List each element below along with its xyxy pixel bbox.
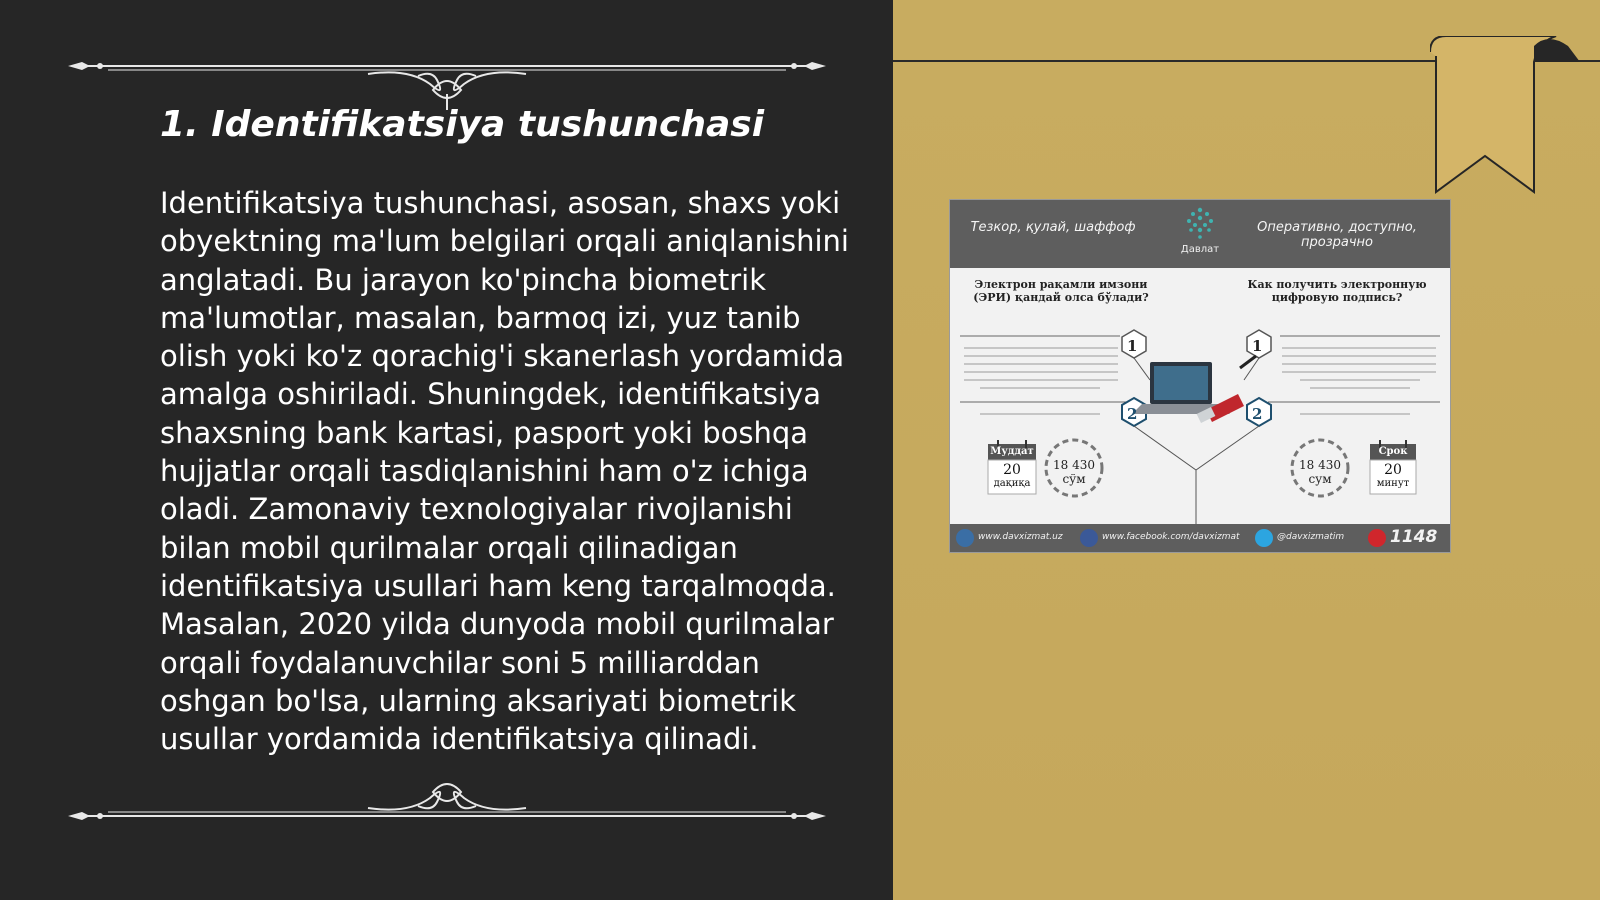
step-number: 2 <box>1252 405 1263 423</box>
price-value-russian: 18 430 <box>1299 458 1341 472</box>
footer-facebook: www.facebook.com/davxizmat <box>1102 532 1240 542</box>
infographic-header <box>950 200 1450 268</box>
price-unit-russian: сум <box>1308 472 1332 486</box>
time-unit-uzbek: дақиқа <box>993 478 1031 489</box>
time-label-russian: Срок <box>1378 446 1408 457</box>
brand-name: Давлат <box>1180 244 1220 255</box>
globe-icon <box>956 529 974 547</box>
tagline-uzbek: Тезкор, қулай, шаффоф <box>970 220 1136 235</box>
step-number: 2 <box>1127 405 1138 423</box>
infographic-diagram <box>950 310 1450 524</box>
footer-website: www.davxizmat.uz <box>978 532 1063 542</box>
time-label-uzbek: Муддат <box>990 446 1034 457</box>
price-unit-uzbek: сўм <box>1062 472 1086 486</box>
ornament-bottom <box>68 770 826 830</box>
time-value-russian: 20 <box>1384 462 1402 478</box>
time-unit-russian: минут <box>1376 478 1410 489</box>
facebook-icon <box>1080 529 1098 547</box>
infographic-footer <box>950 524 1450 552</box>
price-value-uzbek: 18 430 <box>1053 458 1095 472</box>
ornament-top <box>68 50 826 110</box>
step-number: 1 <box>1252 337 1263 355</box>
body-paragraph: Identifikatsiya tushunchasi, asosan, shaxs yoki obyektning ma'lum belgilari orqali aniqlanishini anglatadi. Bu jarayon ko'pincha biometrik ma'lumotlar, masalan, barmoq izi, yuz tanib olish yoki ko'z qorachig'i skanerlash yordamida amalga oshiriladi. Shuningdek, identifikatsiya shaxsning bank kartasi, pasport yoki boshqa hujjatlar orqali tasdiqlanishini ham o'z ichiga oladi. Zamonaviy texnologiyalar rivojlanishi bilan mobil qurilmalar orqali qilinadigan identifikatsiya usullari ham keng tarqalmoqda. Masalan, 2020 yilda dunyoda mobil qurilmalar orqali foydalanuvchilar soni 5 milliarddan oshgan bo'lsa, ularning aksariyati biometrik usullar yordamida identifikatsiya qilinadi. <box>160 186 849 757</box>
telegram-icon <box>1255 529 1273 547</box>
brand-logo-icon <box>1178 204 1222 242</box>
question-uzbek: Электрон рақамли имзони (ЭРИ) қандай олса бўлади? <box>973 278 1149 304</box>
infographic-image <box>950 200 1450 552</box>
time-value-uzbek: 20 <box>1003 462 1021 478</box>
tagline-russian: Оперативно, доступно, прозрачно <box>1257 220 1417 250</box>
phone-icon <box>1368 529 1386 547</box>
footer-telegram: @davxizmatim <box>1277 532 1345 542</box>
footer-hotline: 1148 <box>1390 527 1438 547</box>
slide-title: 1. Identifikatsiya tushunchasi <box>160 104 765 145</box>
step-number: 1 <box>1127 337 1138 355</box>
bookmark-decoration <box>1430 36 1600 206</box>
question-russian: Как получить электронную цифровую подпись? <box>1247 278 1427 304</box>
